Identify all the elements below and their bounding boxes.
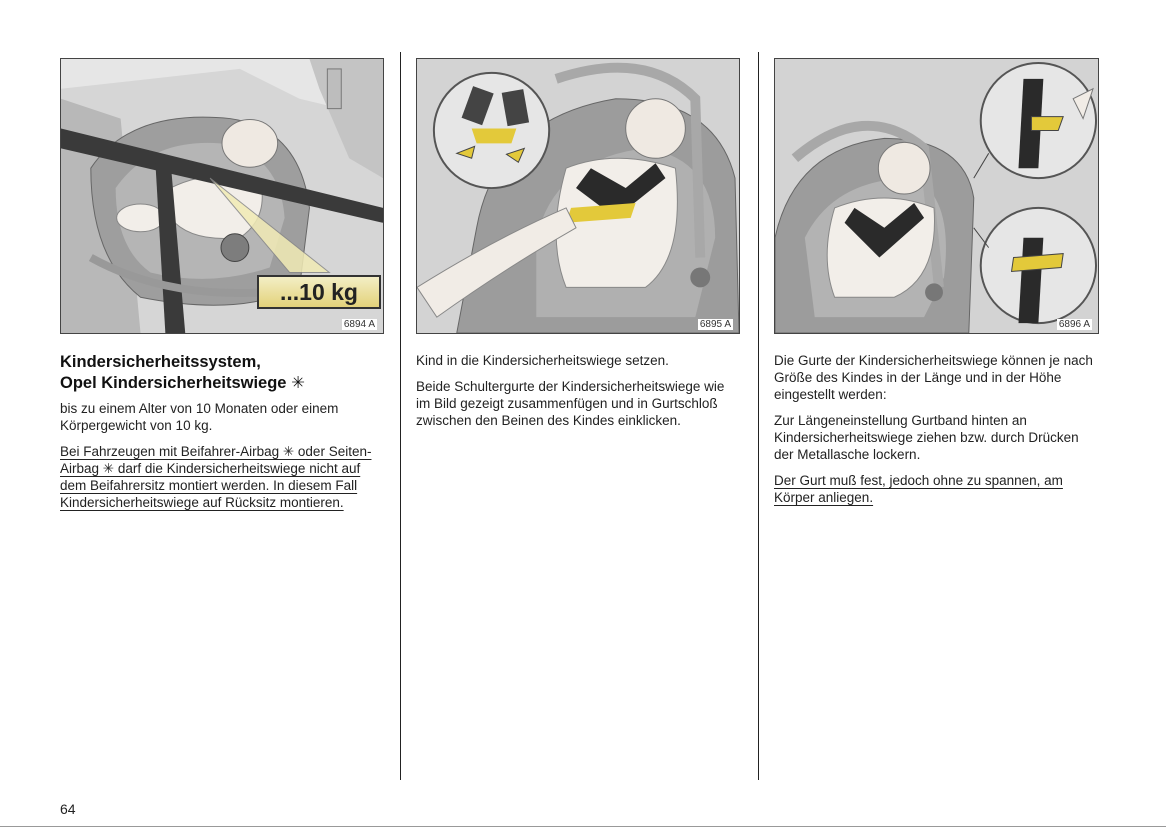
heading-line-2: Opel Kindersicherheitswiege ✳: [60, 374, 305, 392]
column-3-text: [774, 352, 1099, 515]
illustration-belt-adjustment: [775, 59, 1098, 333]
column-2-text: [416, 352, 740, 438]
airbag-warning-paragraph: Bei Fahrzeugen mit Beifahrer-Airbag ✳ oder Seiten-Airbag ✳ darf die Kindersicherheitswiege nicht auf dem Beifahrersitz montiert werden. In diesem Fall Kindersicherheitswiege auf Rücksitz montieren.: [60, 444, 372, 510]
column-divider-2: [758, 52, 759, 780]
section-heading: [60, 352, 384, 394]
age-weight-paragraph: bis zu einem Alter von 10 Monaten oder einem Körpergewicht von 10 kg.: [60, 401, 339, 433]
figure-number: 6894 A: [343, 319, 375, 330]
adjustment-intro-paragraph: Die Gurte der Kindersicherheitswiege können je nach Größe des Kindes in der Länge und in der Höhe eingestellt werden:: [774, 353, 1093, 402]
figure-6895: [416, 58, 740, 334]
illustration-belt-buckle: [417, 59, 739, 333]
column-1-text: [60, 352, 384, 520]
weight-callout-label: ...10 kg: [257, 275, 381, 309]
figure-6896: [774, 58, 1099, 334]
page-number: 64: [60, 801, 76, 817]
figure-number: 6895 A: [699, 319, 731, 330]
belt-fit-paragraph: Der Gurt muß fest, jedoch ohne zu spannen, am Körper anliegen.: [774, 473, 1063, 505]
length-adjustment-paragraph: Zur Längeneinstellung Gurtband hinten an Kindersicherheitswiege ziehen bzw. durch Drücken der Metallasche lockern.: [774, 413, 1079, 462]
heading-line-1: Kindersicherheitssystem,: [60, 353, 261, 371]
seat-child-paragraph: Kind in die Kindersicherheitswiege setzen.: [416, 353, 669, 368]
bottom-rule: [0, 826, 1166, 827]
figure-6894: [60, 58, 384, 334]
figure-number: 6896 A: [1058, 319, 1090, 330]
column-divider-1: [400, 52, 401, 780]
fasten-belts-paragraph: Beide Schultergurte der Kindersicherheitswiege wie im Bild gezeigt zusammenfügen und in Gurtschloß zwischen den Beinen des Kindes einklicken.: [416, 379, 725, 428]
